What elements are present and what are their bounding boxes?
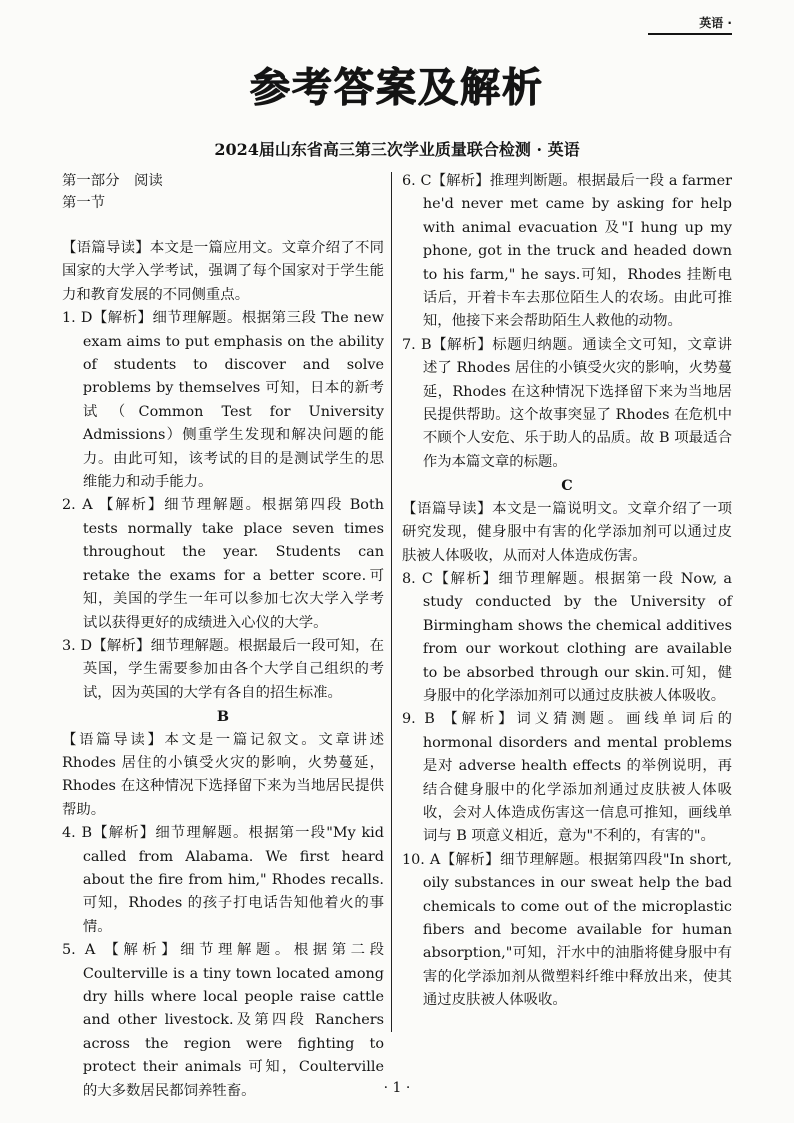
answer-q8: 8. C【解析】细节理解题。根据第一段 Now, a study conducted by the University of Birmingham shows the chemical additives from our workout clothing are available to be absorbed through our skin.可知，健身服中的化学添加剂可以通过皮肤被人体吸收。 xyxy=(402,570,732,704)
right-column xyxy=(402,170,732,1013)
passage-c-intro: 【语篇导读】本文是一篇说明文。文章介绍了一项研究发现，健身服中有害的化学添加剂可以通过皮肤被人体吸收，从而对人体造成伤害。 xyxy=(402,500,732,564)
column-divider xyxy=(391,172,392,1032)
answer-q10: 10. A【解析】细节理解题。根据第四段"In short, oily substances in our sweat help the bad chemicals to come out of the microplastic fibers and become available for human absorption,"可知，汗水中的油脂将健身服中有害的化学添加剂从微塑料纤维中释放出来，使其通过皮肤被人体吸收。 xyxy=(402,851,732,1009)
answer-q3: 3. D【解析】细节理解题。根据最后一段可知，在英国，学生需要参加由各个大学自己组织的考试，因为英国的大学有各自的招生标准。 xyxy=(62,637,384,701)
corner-subject-tag: 英语 · xyxy=(648,14,732,35)
answer-q6: 6. C【解析】推理判断题。根据最后一段 a farmer he'd never met came by asking for help with animal evacuation 及"I hung up my phone, got in the truck and headed down to his farm," he says.可知，Rhodes 挂断电话后，开着卡车去那位陌生人的农场。由此可推知，他接下来会帮助陌生人救他的动物。 xyxy=(402,173,732,330)
left-column xyxy=(62,170,384,1103)
section-b-heading: B xyxy=(216,708,230,726)
passage-b-intro: 【语篇导读】本文是一篇记叙文。文章讲述 Rhodes 居住的小镇受火灾的影响，火势蔓延，Rhodes 在这种情况下选择留下来为当地居民提供帮助。 xyxy=(62,731,384,818)
page-number: · 1 · xyxy=(383,1080,411,1096)
answer-q7: 7. B【解析】标题归纳题。通读全文可知，文章讲述了 Rhodes 居住的小镇受火灾的影响，火势蔓延，Rhodes 在这种情况下选择留下来为当地居民提供帮助。这个故事突显了 Rhodes 在危机中不顾个人安危、乐于助人的品质。故 B 项最适合作为本篇文章的标题。 xyxy=(402,336,732,470)
answer-q9: 9. B 【解析】词义猜测题。画线单词后的 hormonal disorders and mental problems 是对 adverse health effects 的举例说明，再结合健身服中的化学添加剂通过皮肤被人体吸收，会对人体造成伤害这一信息可推知，画线单词与 B 项意义相近，意为"不利的，有害的"。 xyxy=(402,711,732,845)
answer-q1: 1. D【解析】细节理解题。根据第三段 The new exam aims to put emphasis on the ability of students to discover and solve problems by themselves 可知，日本的新考试（Common Test for University Admissions）侧重学生发现和解决问题的能力。由此可知，该考试的目的是测试学生的思维能力和动手能力。 xyxy=(62,310,384,491)
exam-subtitle: 2024届山东省高三第三次学业质量联合检测 · 英语 xyxy=(214,140,580,159)
section-heading: 第一节 xyxy=(62,195,106,211)
answer-q5: 5. A 【解析】细节理解题。根据第二段 Coulterville is a tiny town located among dry hills where local people raise cattle and other livestock.及第四段 Ranchers across the region were fighting to protect their animals 可知，Coulterville 的大多数居民都饲养牲畜。 xyxy=(62,942,384,1099)
section-c-heading: C xyxy=(561,477,573,495)
page-title: 参考答案及解析 xyxy=(250,65,544,111)
answer-q2: 2. A 【解析】细节理解题。根据第四段 Both tests normally take place seven times throughout the year. Students can retake the exams for a better score.可知，美国的学生一年可以参加七次大学入学考试以获得更好的成绩进入心仪的大学。 xyxy=(62,497,384,631)
part-heading: 第一部分 阅读 xyxy=(62,173,163,189)
spacer xyxy=(62,214,384,237)
passage-a-intro: 【语篇导读】本文是一篇应用文。文章介绍了不同国家的大学入学考试，强调了每个国家对于学生能力和教育发展的不同侧重点。 xyxy=(62,240,384,303)
answer-q4: 4. B【解析】细节理解题。根据第一段"My kid called from Alabama. We first heard about the fire from him," Rhodes recalls.可知，Rhodes 的孩子打电话告知他着火的事情。 xyxy=(62,825,384,935)
